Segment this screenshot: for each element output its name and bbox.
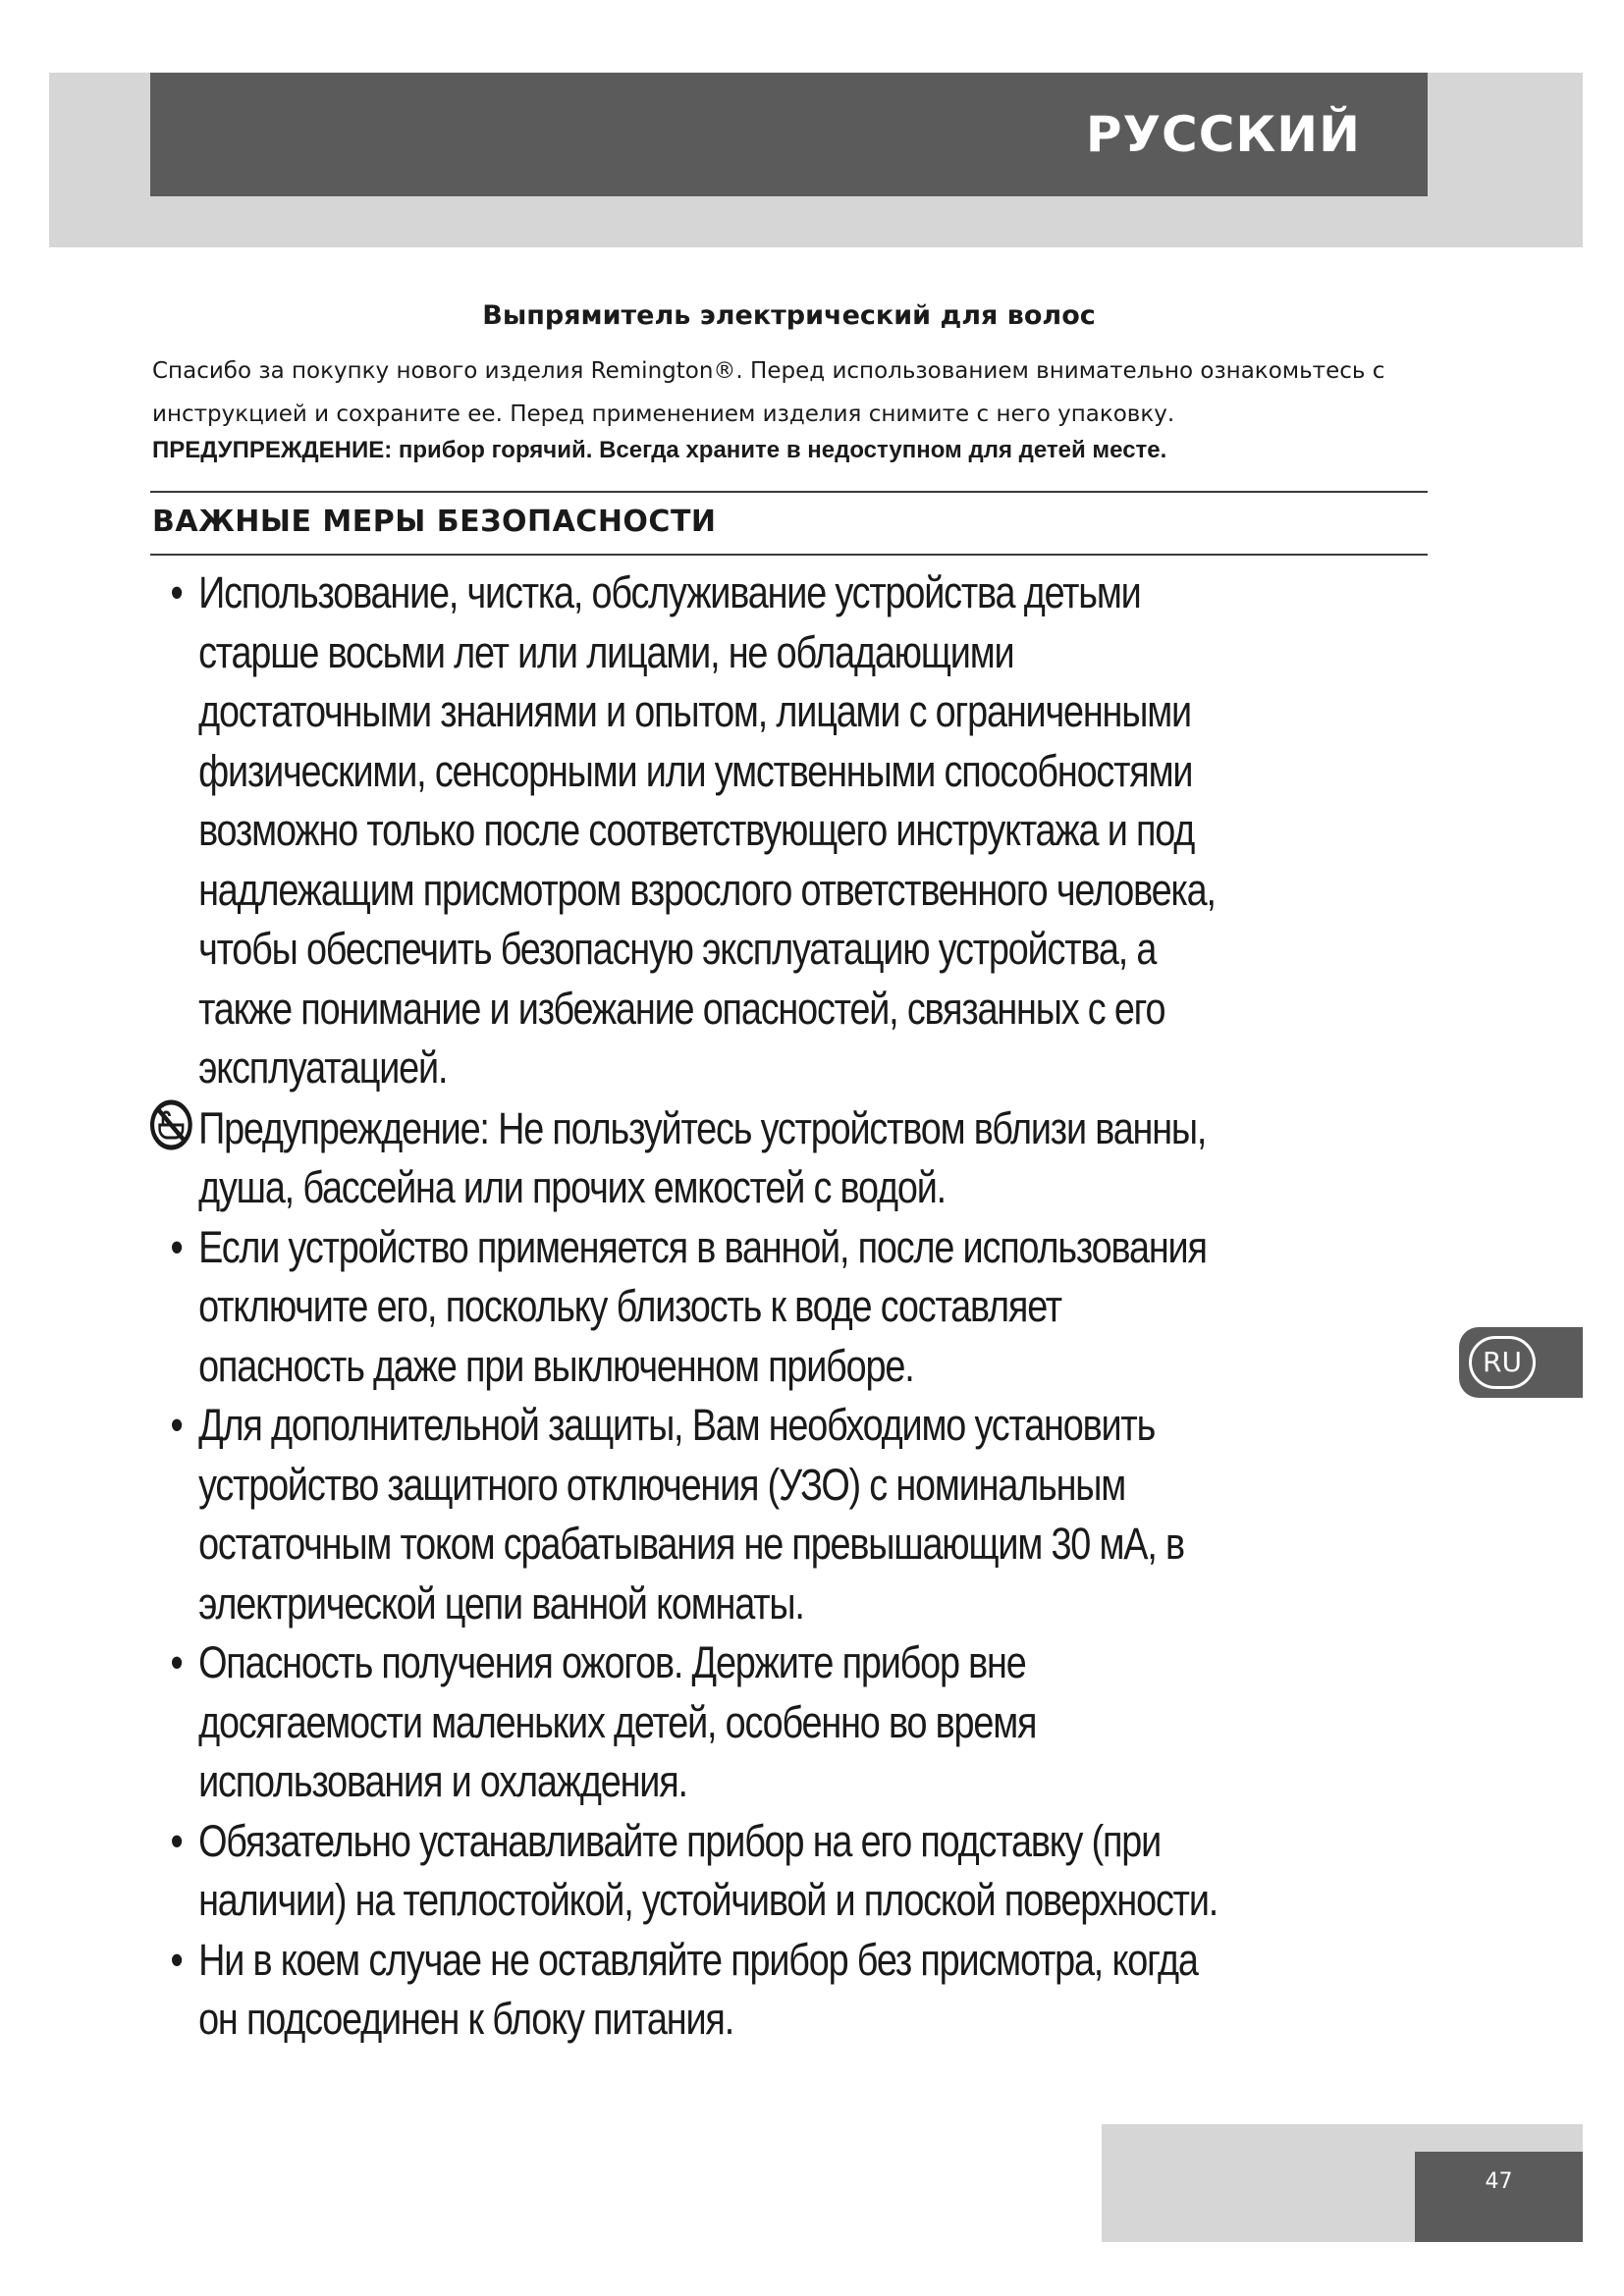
list-item-text: Опасность получения ожогов. Держите прибор вне досягаемости маленьких детей, особенно во время использования и охлаждения. bbox=[198, 1637, 1037, 1806]
list-item bbox=[147, 1633, 1236, 1812]
bullet: • bbox=[170, 567, 183, 617]
intro-warning-text: ПРЕДУПРЕЖДЕНИЕ: прибор горячий. Всегда храните в недоступном для детей месте. bbox=[152, 437, 1167, 463]
list-item bbox=[147, 1218, 1236, 1397]
bullet: • bbox=[170, 1400, 183, 1450]
bullet: • bbox=[170, 1221, 183, 1272]
list-item bbox=[147, 1931, 1236, 2050]
section-rule-bottom bbox=[150, 554, 1428, 556]
bullet: • bbox=[170, 1934, 183, 1985]
safety-list bbox=[147, 563, 1236, 2050]
list-item-text: Предупреждение: Не пользуйтесь устройством вблизи ванны, душа, бассейна или прочих емкостей с водой. bbox=[198, 1102, 1207, 1212]
language-title: РУССКИЙ bbox=[1085, 106, 1361, 163]
language-side-tab bbox=[1459, 1327, 1583, 1398]
list-item bbox=[147, 1812, 1236, 1931]
intro-thanks-text: Спасибо за покупку нового изделия Remington®. Перед использованием внимательно ознакомьтесь с инструкцией и сохраните ее. Перед применением изделия снимите с него упаковку. bbox=[152, 358, 1385, 427]
list-item bbox=[147, 1098, 1236, 1218]
page-number: 47 bbox=[1485, 2169, 1513, 2194]
list-item-text: Использование, чистка, обслуживание устройства детьми старше восьми лет или лицами, не обладающими достаточными знаниями и опытом, лицами с ограниченными физическими, сенсорными или умственными способностями возможно только после соответствующего инструктажа и под надлежащим присмотром взрослого ответственного человека, чтобы обеспечить безопасную эксплуатацию устройства, а также понимание и избежание опасностей, связанных с его эксплуатацией. bbox=[198, 567, 1216, 1093]
list-item bbox=[147, 1396, 1236, 1633]
list-item-text: Если устройство применяется в ванной, после использования отключите его, поскольку близость к воде составляет опасность даже при выключенном приборе. bbox=[198, 1221, 1207, 1391]
list-item-text: Обязательно устанавливайте прибор на его подставку (при наличии) на теплостойкой, устойчивой и плоской поверхности. bbox=[198, 1815, 1218, 1925]
no-bathtub-icon bbox=[149, 1098, 193, 1151]
list-item-text: Ни в коем случае не оставляйте прибор без присмотра, когда он подсоединен к блоку питания. bbox=[198, 1934, 1198, 2044]
document-title: Выпрямитель электрический для волос bbox=[482, 300, 1096, 331]
bullet: • bbox=[170, 1815, 183, 1866]
list-item bbox=[147, 563, 1236, 1098]
language-code-badge: RU bbox=[1469, 1336, 1536, 1389]
page-number-box bbox=[1415, 2152, 1583, 2242]
header-bar bbox=[150, 73, 1428, 196]
section-heading: ВАЖНЫЕ МЕРЫ БЕЗОПАСНОСТИ bbox=[152, 505, 717, 539]
bullet: • bbox=[170, 1637, 183, 1687]
list-item-text: Для дополнительной защиты, Вам необходимо установить устройство защитного отключения (УЗО) с номинальным остаточным током срабатывания не превышающим 30 мА, в электрической цепи ванной комнаты. bbox=[198, 1400, 1184, 1629]
section-rule-top bbox=[150, 491, 1428, 493]
intro-block bbox=[152, 349, 1429, 465]
